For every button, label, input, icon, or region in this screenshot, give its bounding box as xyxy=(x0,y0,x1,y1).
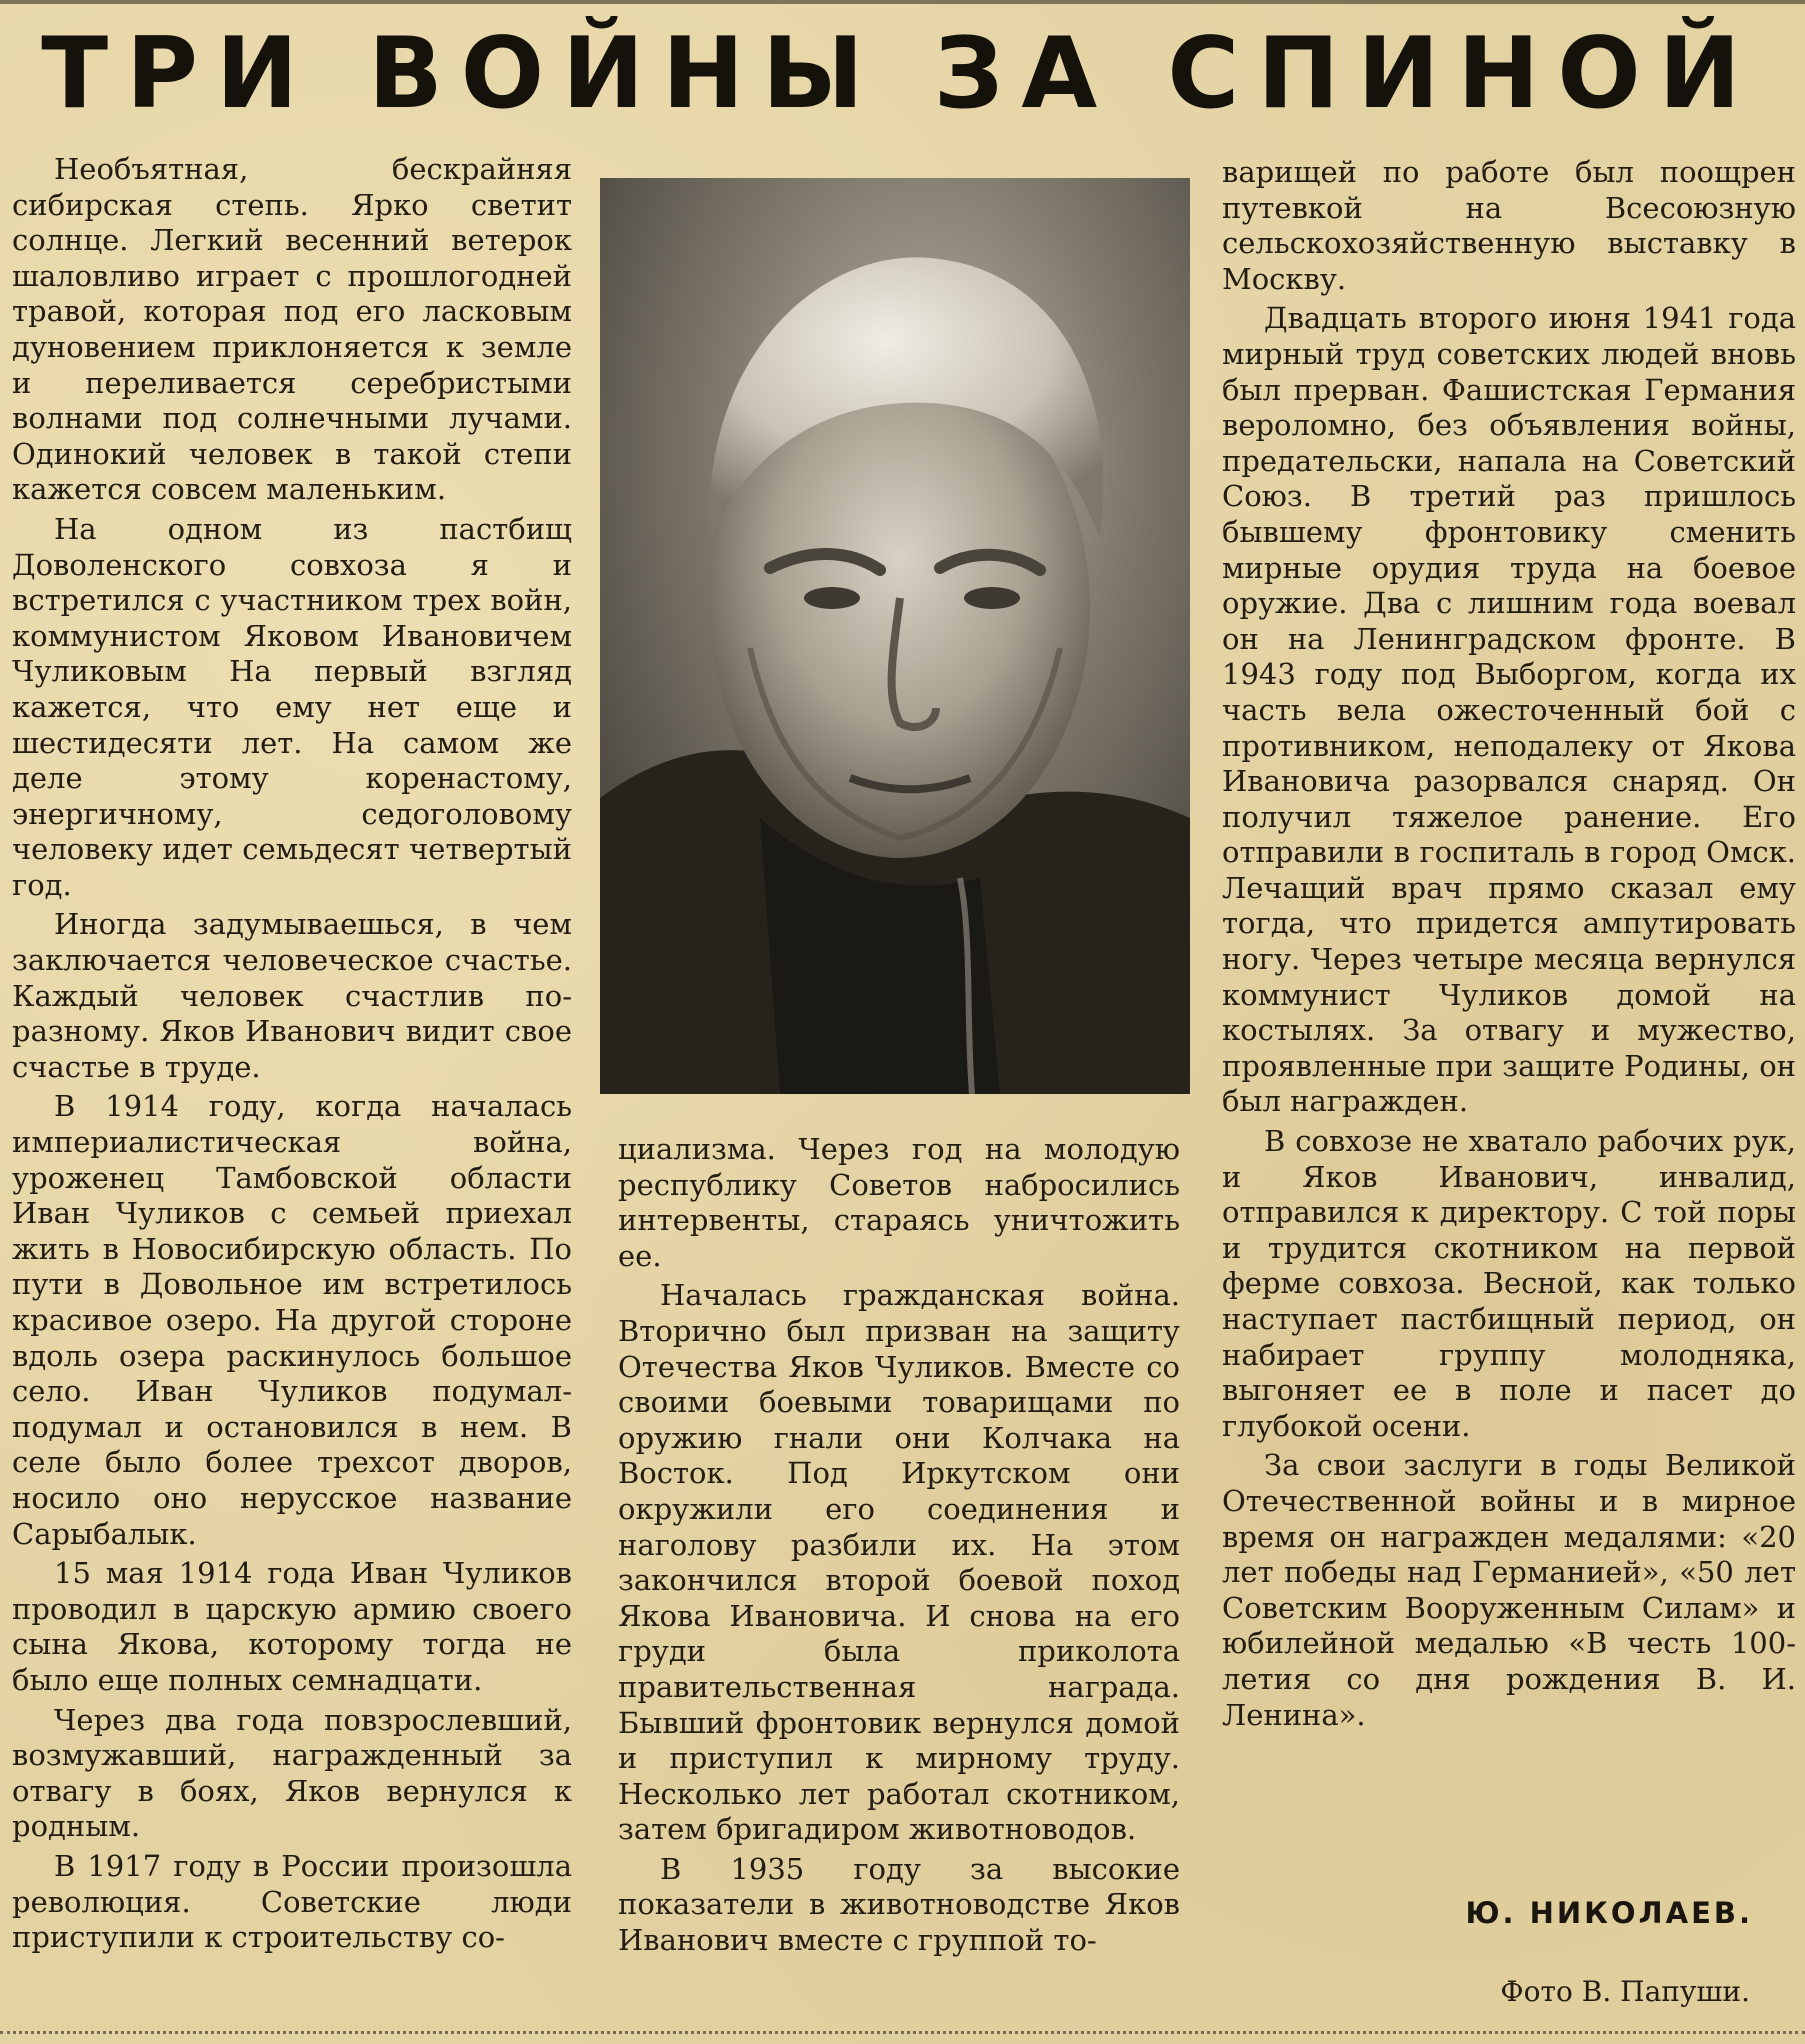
portrait-photo xyxy=(600,178,1190,1094)
paragraph: Необъятная, бескрайняя сибирская степь. Ярко светит солнце. Легкий весенний ветерок шаловливо играет с прошлогодней травой, которая под его ласковым дуновением приклоняется к земле и переливается серебристыми волнами под солнечными лучами. Одинокий человек в такой степи кажется совсем маленьким. xyxy=(12,152,572,507)
paragraph: В совхозе не хватало рабочих рук, и Яков Иванович, инвалид, отправился к директору. С той поры и трудится скотником на первой ферме совхоза. Весной, как только наступает пастбищный период, он набирает группу молодняка, выгоняет ее в поле и пасет до глубокой осени. xyxy=(1222,1124,1796,1443)
article-column-3 xyxy=(1222,155,1796,1737)
headline: ТРИ ВОЙНЫ ЗА СПИНОЙ xyxy=(41,17,1759,131)
paragraph: В 1914 году, когда началась империалистическая война, уроженец Тамбовской области Иван Чуликов с семьей приехал жить в Новосибирскую область. По пути в Довольное им встретилось красивое озеро. На другой стороне вдоль озера раскинулось большое село. Иван Чуликов подумал-подумал и остановился в нем. В селе было более трехсот дворов, носило оно нерусское название Сарыбалык. xyxy=(12,1089,572,1551)
paragraph: Началась гражданская война. Вторично был призван на защиту Отечества Яков Чуликов. Вместе со своими боевыми товарищами по оружию гнали они Колчака на Восток. Под Иркутском они окружили его соединения и наголову разбили их. На этом закончился второй боевой поход Якова Ивановича. И снова на его груди была приколота правительственная награда. Бывший фронтовик вернулся домой и приступил к мирному труду. Несколько лет работал скотником, затем бригадиром животноводов. xyxy=(618,1278,1180,1847)
bottom-rule xyxy=(0,2031,1805,2036)
photo-credit: Фото В. Папуши. xyxy=(1500,1975,1750,2008)
paragraph: В 1917 году в России произошла революция. Советские люди приступили к строительству со- xyxy=(12,1848,572,1955)
paragraph: варищей по работе был поощрен путевкой на Всесоюзную сельскохозяйственную выставку в Москву. xyxy=(1222,155,1796,296)
paragraph: Двадцать второго июня 1941 года мирный труд советских людей вновь был прерван. Фашистская Германия вероломно, без объявления войны, предательски, напала на Советский Союз. В третий раз пришлось бывшему фронтовику сменить мирные орудия труда на боевое оружие. Два с лишним года воевал он на Ленинградском фронте. В 1943 году под Выборгом, когда их часть вела ожесточенный бой с противником, неподалеку от Якова Ивановича разорвался снаряд. Он получил тяжелое ранение. Его отправили в госпиталь в город Омск. Лечащий врач прямо сказал ему тогда, что придется ампутировать ногу. Через четыре месяца вернулся коммунист Чуликов домой на костылях. За отвагу и мужество, проявленные при защите Родины, он был награжден. xyxy=(1222,301,1796,1119)
portrait-image xyxy=(600,178,1190,1094)
article-column-1 xyxy=(12,152,572,1960)
top-rule xyxy=(0,0,1805,4)
paragraph: За свои заслуги в годы Великой Отечественной войны и в мирное время он награжден медалями: «20 лет победы над Германией», «50 лет Советским Вооруженным Силам» и юбилейной медалью «В честь 100-летия со дня рождения В. И. Ленина». xyxy=(1222,1448,1796,1732)
paragraph: Через два года повзрослевший, возмужавший, награжденный за отвагу в боях, Яков вернулся к родным. xyxy=(12,1702,572,1844)
paragraph: В 1935 году за высокие показатели в животноводстве Яков Иванович вместе с группой то- xyxy=(618,1851,1180,1958)
paragraph: циализма. Через год на молодую республику Советов набросились интервенты, стараясь уничтожить ее. xyxy=(618,1132,1180,1273)
paragraph: На одном из пастбищ Доволенского совхоза я и встретился с участником трех войн, коммунистом Яковом Ивановичем Чуликовым На первый взгляд кажется, что ему нет еще и шестидесяти лет. На самом же деле этому коренастому, энергичному, седоголовому человеку идет семьдесят четвертый год. xyxy=(12,511,572,902)
author-byline: Ю. НИКОЛАЕВ. xyxy=(1465,1896,1753,1930)
paragraph: Иногда задумываешься, в чем заключается человеческое счастье. Каждый человек счастлив по-разному. Яков Иванович видит свое счастье в труде. xyxy=(12,907,572,1084)
paragraph: 15 мая 1914 года Иван Чуликов проводил в царскую армию своего сына Якова, которому тогда не было еще полных семнадцати. xyxy=(12,1556,572,1697)
article-column-2 xyxy=(618,1132,1180,1963)
